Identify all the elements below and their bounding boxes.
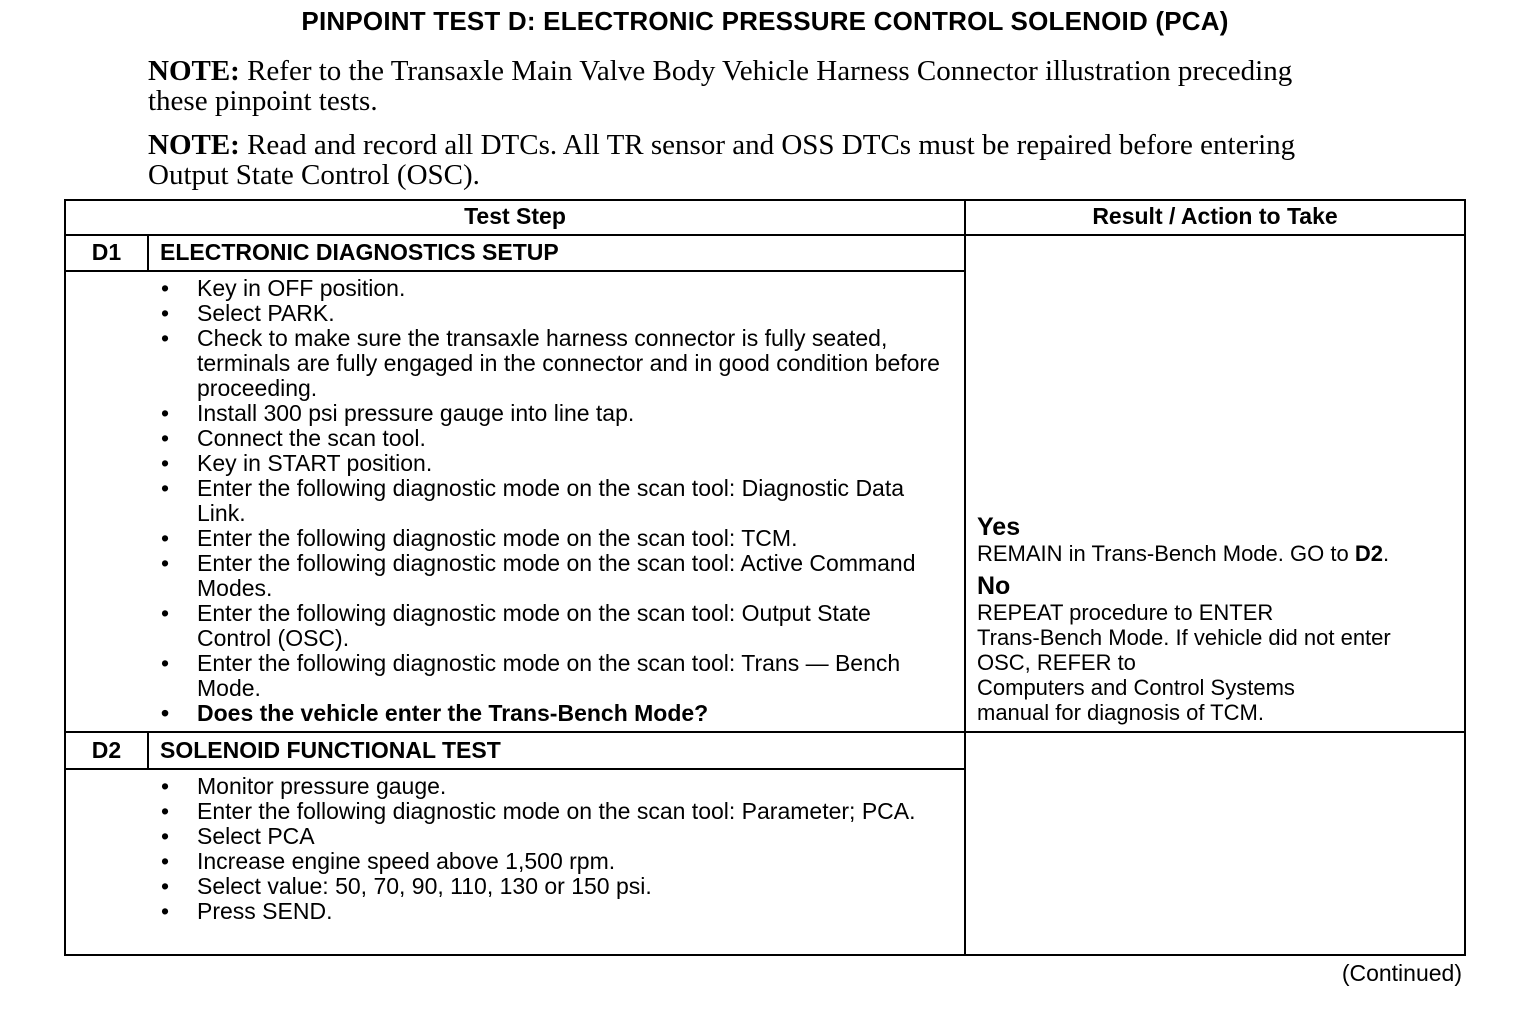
list-item: • Select PCA	[161, 824, 951, 849]
list-item: • Increase engine speed above 1,500 rpm.	[161, 849, 951, 874]
list-item-question: • Does the vehicle enter the Trans-Bench Mode?	[161, 701, 951, 726]
result-no-line: Computers and Control Systems	[977, 675, 1295, 700]
list-item: • Select PARK.	[161, 301, 951, 326]
step-d1-result	[977, 513, 1463, 725]
step-title-d1: ELECTRONIC DIAGNOSTICS SETUP	[160, 239, 559, 265]
step-title-d2: SOLENOID FUNCTIONAL TEST	[160, 737, 501, 763]
step-id-d1: D1	[91, 239, 122, 265]
list-item: • Enter the following diagnostic mode on the scan tool: Parameter; PCA.	[161, 799, 951, 824]
table-rule	[147, 234, 149, 271]
result-no-label: No	[977, 572, 1011, 600]
table-rule	[64, 768, 966, 770]
list-item: • Enter the following diagnostic mode on the scan tool: Output State Control (OSC).	[161, 601, 951, 651]
result-no-line: OSC, REFER to	[977, 650, 1136, 675]
table-rule	[147, 731, 149, 769]
header-result-action: Result / Action to Take	[1092, 203, 1338, 229]
result-yes-ref: D2	[1354, 541, 1383, 566]
table-rule	[964, 199, 966, 956]
table-rule	[64, 731, 1466, 733]
list-item: • Select value: 50, 70, 90, 110, 130 or 150 psi.	[161, 874, 951, 899]
list-item: • Enter the following diagnostic mode on the scan tool: Active Command Modes.	[161, 551, 951, 601]
list-item: • Enter the following diagnostic mode on the scan tool: Diagnostic Data Link.	[161, 476, 951, 526]
result-yes-action: REMAIN in Trans-Bench Mode. GO to	[977, 541, 1355, 566]
note-text: Read and record all DTCs. All TR sensor and OSS DTCs must be repaired before entering Output State Control (OSC).	[148, 129, 1296, 191]
step-d1-instructions	[161, 276, 951, 726]
table-rule	[64, 234, 1466, 236]
list-item: • Enter the following diagnostic mode on the scan tool: TCM.	[161, 526, 951, 551]
list-item: • Connect the scan tool.	[161, 426, 951, 451]
list-item: • Press SEND.	[161, 899, 951, 924]
result-yes-text	[977, 541, 1463, 566]
list-item: • Monitor pressure gauge.	[161, 774, 951, 799]
step-d2-instructions	[161, 774, 951, 924]
result-yes-end: .	[1382, 541, 1390, 566]
note-read-dtcs	[148, 130, 1328, 190]
result-no-line: REPEAT procedure to ENTER	[977, 600, 1274, 625]
result-no-line: Trans-Bench Mode. If vehicle did not enter	[977, 625, 1391, 650]
step-id-d2: D2	[91, 737, 122, 763]
list-item: • Check to make sure the transaxle harness connector is fully seated, terminals are fully engaged in the connector and in good condition before proceeding.	[161, 326, 951, 401]
note-text: Refer to the Transaxle Main Valve Body Vehicle Harness Connector illustration preceding these pinpoint tests.	[148, 55, 1293, 117]
page-title: PINPOINT TEST D: ELECTRONIC PRESSURE CONTROL SOLENOID (PCA)	[301, 6, 1229, 36]
table-rule	[64, 270, 966, 272]
note-label: NOTE:	[148, 129, 240, 161]
note-label: NOTE:	[148, 55, 240, 87]
list-item: • Enter the following diagnostic mode on the scan tool: Trans — Bench Mode.	[161, 651, 951, 701]
list-item: • Key in START position.	[161, 451, 951, 476]
list-item: • Key in OFF position.	[161, 276, 951, 301]
continued-label: (Continued)	[1341, 960, 1462, 986]
note-harness-connector	[148, 56, 1328, 116]
result-yes-label: Yes	[977, 513, 1021, 541]
header-test-step: Test Step	[464, 203, 566, 229]
list-item: • Install 300 psi pressure gauge into line tap.	[161, 401, 951, 426]
result-no-line: manual for diagnosis of TCM.	[977, 700, 1264, 725]
